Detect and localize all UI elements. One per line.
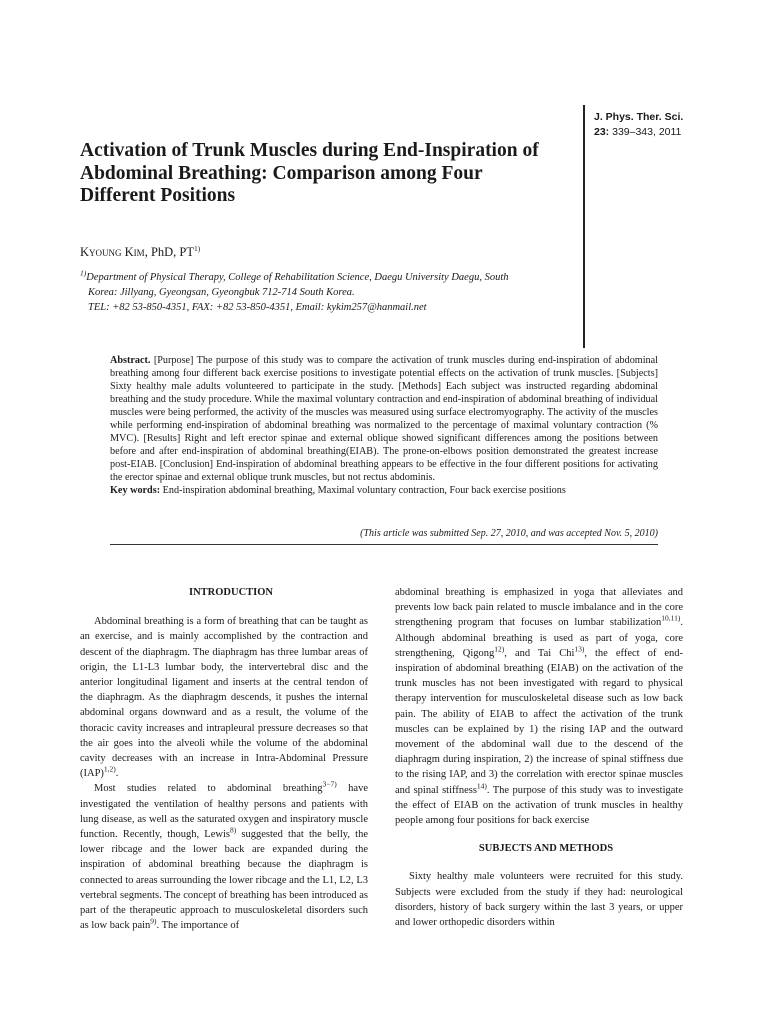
methods-paragraph-1: Sixty healthy male volunteers were recruited for this study. Subjects were excluded from the study if they had: neurological disorders, history of back surgery within the last 3 years, or upper and lower orthopedic disorders within: [395, 871, 683, 929]
affiliation: [80, 270, 580, 315]
abstract-label: Abstract.: [110, 355, 151, 366]
keywords-label: Key words:: [110, 484, 161, 496]
citation: 3−7): [322, 779, 337, 789]
header-vertical-rule: [583, 105, 585, 348]
author-line: [80, 245, 200, 260]
left-column: [80, 585, 368, 933]
journal-citation: [594, 110, 764, 140]
citation: 9): [150, 916, 157, 926]
journal-name: J. Phys. Ther. Sci.: [594, 111, 684, 123]
abstract: [110, 355, 658, 497]
author-credentials: , PhD, PT: [144, 245, 195, 259]
intro-paragraph-1: Abdominal breathing is a form of breathing that can be taught as an exercise, and is mainly accomplished by the contraction and descent of the diaphragm. The diaphragm has three lumbar areas of origin, the L1-L3 lumbar body, the intervertebral disc and the anterior longitudinal ligament and inserts at the central tendon of the diaphragm. As the diaphragm descends, it pushes the internal abdominal organs downward and as a result, the volume of the thoracic cavity increases and intrapleural pressure decreases so that the air goes into the alveoli while the volume of the abdominal cavity decreases with an increase in Intra-Abdominal Pressure (IAP)$^{1,2)}$.: [80, 616, 368, 780]
intro-paragraph-2: Most studies related to abdominal breathing$^{3-7)}$ have investigated the ventilation of healthy persons and patients with lung disease, as well as the saturated oxygen and inspiratory muscle function. Recently, though, Lewis$^{8)}$ suggested that the belly, the lower ribcage and the lower back are expanded during the inspiration of abdominal breathing because the diaphragm is connected to areas surrounding the lower ribcage and the L1, L2, L3 vertebral segments. The concept of breathing has been introduced as part of the therapeutic approach to musculoskeletal disorders such as low back pain$^{9)}$. The importance of: [80, 779, 368, 932]
citation: 8): [229, 825, 237, 835]
submission-note: (This article was submitted Sep. 27, 2010, and was accepted Nov. 5, 2010): [360, 528, 658, 539]
journal-volume: 23:: [594, 126, 610, 138]
intro-paragraph-2-continued: abdominal breathing is emphasized in yoga that alleviates and prevents low back pain related to muscle imbalance and in the core strengthening program that focuses on lumbar stabilization$^{10,11)}$. Although abdominal breathing is used as part of yoga, core strengthening, Qigong$^{12)}$, and Tai Chi$^{13)}$, the effect of end-inspiration of abdominal breathing (EIAB) on the activation of the trunk muscles has not been investigated with regard to physical therapy intervention for musculoskeletal disease such as low back pain. The ability of EIAB to affect the activation of the trunk muscles can be explained by 1) the rising IAP and the outward movement of the abdominal wall due to the descend of the diaphragm during inspiration, 2) the increase of spinal stiffness due to the rising IAP, and 3) the correlation with erector spinae muscles and spinal stiffness$^{14)}$. The purpose of this study was to investigate the effect of EIAB on the activation of trunk muscles in healthy people among four positions for back exercise: [395, 587, 683, 827]
affiliation-contact: TEL: +82 53-850-4351, FAX: +82 53-850-4351, Email: kykim257@hanmail.net: [88, 302, 427, 313]
keywords-text: End-inspiration abdominal breathing, Maximal voluntary contraction, Four back exercise positions: [160, 484, 566, 496]
paper-title: Activation of Trunk Muscles during End-Inspiration of Abdominal Breathing: Comparison among Four Different Positions: [80, 140, 539, 206]
citation: 13): [574, 644, 585, 654]
citation: 1,2): [103, 764, 116, 774]
journal-volume-pages: [594, 125, 764, 140]
journal-pages: 339–343, 2011: [609, 126, 682, 138]
methods-heading: SUBJECTS AND METHODS: [478, 843, 614, 855]
affiliation-mark: 1): [80, 268, 87, 278]
author-affiliation-mark: 1): [194, 243, 201, 253]
keywords: [110, 485, 658, 498]
citation: 10,11): [661, 613, 681, 623]
abstract-body: [110, 355, 658, 485]
abstract-divider: [110, 544, 658, 545]
affiliation-line-1: $^{1)}$Department of Physical Therapy, College of Rehabilitation Science, Daegu University Daegu, South: [80, 268, 509, 283]
introduction-heading: INTRODUCTION: [188, 587, 273, 598]
affiliation-line-2: Korea: Jillyang, Gyeongsan, Gyeongbuk 712-714 South Korea.: [88, 287, 355, 298]
right-column: [395, 585, 683, 930]
citation: 14): [476, 781, 487, 791]
abstract-text: [Purpose] The purpose of this study was to compare the activation of trunk muscles during end-inspiration of abdominal breathing among four different back exercise positions to investigate potential effects on the activation of trunk muscles. [Subjects] Sixty healthy male adults volunteered to participate in the study. [Methods] Each subject was instructed regarding abdominal breathing and the study procedure. While the maximal voluntary contraction and end-inspiration of abdominal breathing of individual muscles were being performed, the activity of the muscles was measured using surface electromyography. The activity of the muscles while performing end-inspiration of abdominal breathing was normalized to the percentage of maximal voluntary contraction (% MVC). [Results] Right and left erector spinae and external oblique showed significant differences among the positions between before and after end-inspiration of abdominal breathing(EIAB). The prone-on-elbows position demonstrated the greatest increase post-EIAB. [Conclusion] End-inspiration of abdominal breathing appears to be effective in the four different positions for activating the erector spinae and external oblique trunk muscles, but not rectus abdominis.: [110, 355, 658, 483]
author-name: Kyoung Kim: [80, 245, 145, 259]
citation: 12): [494, 644, 505, 654]
